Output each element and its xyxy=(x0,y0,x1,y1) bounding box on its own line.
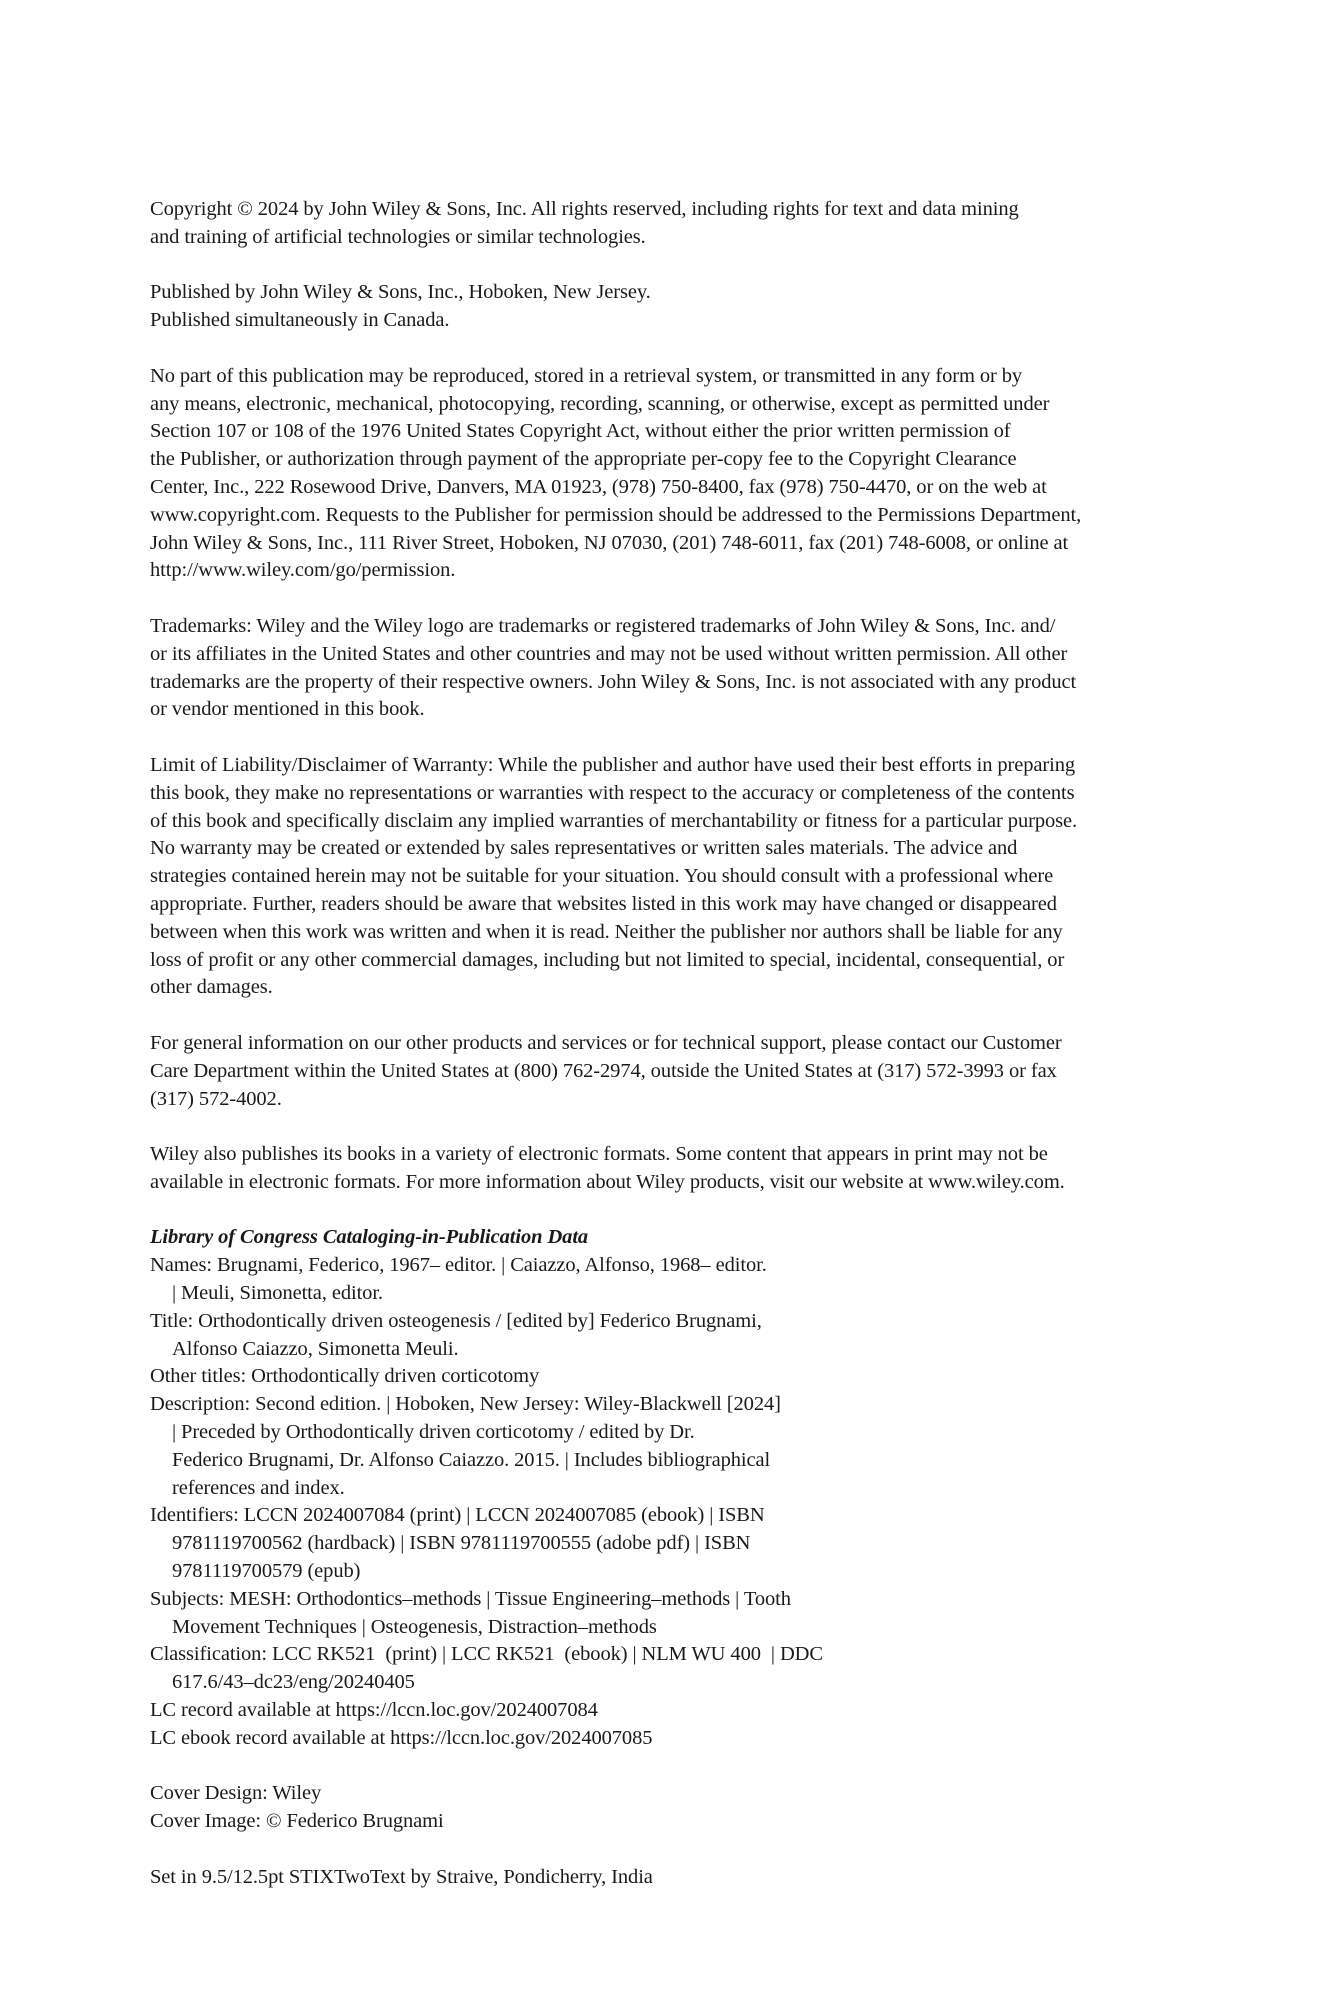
text-line: strategies contained herein may not be suitable for your situation. You should consult with a professional where xyxy=(150,865,1054,888)
support-info xyxy=(150,1030,1230,1113)
cip-entry-names xyxy=(150,1252,1230,1308)
text-line: any means, electronic, mechanical, photocopying, recording, scanning, or otherwise, except as permitted under xyxy=(150,392,1050,415)
cip-entry-identifiers xyxy=(150,1502,1230,1585)
text-line: between when this work was written and when it is read. Neither the publisher nor authors shall be liable for any xyxy=(150,920,1063,943)
cip-entry-first-line: Other titles: Orthodontically driven corticotomy xyxy=(150,1365,540,1388)
electronic-formats-notice xyxy=(150,1141,1230,1197)
cip-entry-continuation: Alfonso Caiazzo, Simonetta Meuli. xyxy=(172,1337,459,1360)
cip-entry-continuation: 9781119700579 (epub) xyxy=(172,1560,361,1583)
text-line: Set in 9.5/12.5pt STIXTwoText by Straive, Pondicherry, India xyxy=(150,1865,653,1888)
copyright-notice xyxy=(150,196,1230,252)
cip-entry-first-line: Identifiers: LCCN 2024007084 (print) | LCCN 2024007085 (ebook) | ISBN xyxy=(150,1504,765,1527)
cip-entry-classification xyxy=(150,1641,1230,1697)
cip-entry-first-line: LC record available at https://lccn.loc.gov/2024007084 xyxy=(150,1699,598,1722)
text-line: No part of this publication may be reproduced, stored in a retrieval system, or transmitted in any form or by xyxy=(150,364,1023,387)
copyright-page xyxy=(150,196,1230,1919)
text-line: Published by John Wiley & Sons, Inc., Hoboken, New Jersey. xyxy=(150,281,651,304)
cip-heading: Library of Congress Cataloging-in-Publication Data xyxy=(150,1226,589,1249)
cip-entry-lc-record xyxy=(150,1697,1230,1725)
text-line: Trademarks: Wiley and the Wiley logo are trademarks or registered trademarks of John Wiley & Sons, Inc. and/ xyxy=(150,614,1056,637)
text-line: or vendor mentioned in this book. xyxy=(150,698,425,721)
cip-entry-first-line: Title: Orthodontically driven osteogenesis / [edited by] Federico Brugnami, xyxy=(150,1309,762,1332)
text-line: other damages. xyxy=(150,976,273,999)
cip-entry-subjects xyxy=(150,1586,1230,1642)
cip-entry-continuation: | Preceded by Orthodontically driven corticotomy / edited by Dr. xyxy=(172,1421,695,1444)
text-line: Wiley also publishes its books in a variety of electronic formats. Some content that appears in print may not be xyxy=(150,1143,1048,1166)
text-line: Published simultaneously in Canada. xyxy=(150,309,450,332)
text-line: http://www.wiley.com/go/permission. xyxy=(150,559,456,582)
cip-entry-first-line: LC ebook record available at https://lccn.loc.gov/2024007085 xyxy=(150,1726,653,1749)
text-line: Center, Inc., 222 Rosewood Drive, Danvers, MA 01923, (978) 750-8400, fax (978) 750-4470, or on the web at xyxy=(150,475,1047,498)
cip-entry-continuation: | Meuli, Simonetta, editor. xyxy=(172,1282,383,1305)
text-line: of this book and specifically disclaim any implied warranties of merchantability or fitness for a particular purpose. xyxy=(150,809,1078,832)
text-line: Care Department within the United States at (800) 762-2974, outside the United States at (317) 572-3993 or fax xyxy=(150,1059,1057,1082)
text-line: Cover Image: © Federico Brugnami xyxy=(150,1810,444,1833)
publisher-notice xyxy=(150,279,1230,335)
text-line: Limit of Liability/Disclaimer of Warranty: While the publisher and author have used their best efforts in preparing xyxy=(150,753,1076,776)
text-line: and training of artificial technologies or similar technologies. xyxy=(150,225,646,248)
typesetting-credit xyxy=(150,1864,1230,1892)
trademarks-notice xyxy=(150,613,1230,724)
cip-entry-description xyxy=(150,1391,1230,1502)
text-line: the Publisher, or authorization through payment of the appropriate per-copy fee to the Copyright Clearance xyxy=(150,448,1017,471)
text-line: Section 107 or 108 of the 1976 United States Copyright Act, without either the prior written permission of xyxy=(150,420,1011,443)
cip-entry-continuation: 617.6/43–dc23/eng/20240405 xyxy=(172,1671,415,1694)
text-line: Cover Design: Wiley xyxy=(150,1782,322,1805)
cip-entry-continuation: Movement Techniques | Osteogenesis, Distraction–methods xyxy=(172,1615,657,1638)
cip-data-block xyxy=(150,1224,1230,1752)
text-line: trademarks are the property of their respective owners. John Wiley & Sons, Inc. is not associated with any product xyxy=(150,670,1077,693)
text-line: or its affiliates in the United States and other countries and may not be used without written permission. All other xyxy=(150,642,1068,665)
cip-entry-first-line: Names: Brugnami, Federico, 1967– editor. | Caiazzo, Alfonso, 1968– editor. xyxy=(150,1254,767,1277)
cip-entry-lc-ebook-record xyxy=(150,1725,1230,1753)
text-line: available in electronic formats. For more information about Wiley products, visit our website at www.wiley.com. xyxy=(150,1170,1065,1193)
text-line: loss of profit or any other commercial damages, including but not limited to special, incidental, consequential, or xyxy=(150,948,1065,971)
text-line: this book, they make no representations or warranties with respect to the accuracy or completeness of the contents xyxy=(150,781,1075,804)
text-line: For general information on our other products and services or for technical support, please contact our Customer xyxy=(150,1031,1062,1054)
cip-entry-first-line: Description: Second edition. | Hoboken, New Jersey: Wiley-Blackwell [2024] xyxy=(150,1393,781,1416)
text-line: appropriate. Further, readers should be aware that websites listed in this work may have changed or disappeared xyxy=(150,892,1057,915)
cip-entry-first-line: Subjects: MESH: Orthodontics–methods | Tissue Engineering–methods | Tooth xyxy=(150,1587,791,1610)
cip-entry-title xyxy=(150,1308,1230,1364)
cip-entry-continuation: references and index. xyxy=(172,1476,345,1499)
cip-entry-first-line: Classification: LCC RK521 (print) | LCC RK521 (ebook) | NLM WU 400 | DDC xyxy=(150,1643,823,1666)
cip-entry-continuation: Federico Brugnami, Dr. Alfonso Caiazzo. 2015. | Includes bibliographical xyxy=(172,1448,771,1471)
liability-disclaimer xyxy=(150,752,1230,1002)
text-line: John Wiley & Sons, Inc., 111 River Street, Hoboken, NJ 07030, (201) 748-6011, fax (201) 748-6008, or online at xyxy=(150,531,1069,554)
text-line: No warranty may be created or extended by sales representatives or written sales materials. The advice and xyxy=(150,837,1018,860)
text-line: (317) 572-4002. xyxy=(150,1087,282,1110)
text-line: Copyright © 2024 by John Wiley & Sons, Inc. All rights reserved, including rights for text and data mining xyxy=(150,198,1019,220)
cover-credits xyxy=(150,1780,1230,1836)
permissions-notice xyxy=(150,363,1230,585)
cip-entry-continuation: 9781119700562 (hardback) | ISBN 9781119700555 (adobe pdf) | ISBN xyxy=(172,1532,751,1555)
cip-entry-other-titles xyxy=(150,1363,1230,1391)
text-line: www.copyright.com. Requests to the Publisher for permission should be addressed to the Permissions Department, xyxy=(150,503,1082,526)
